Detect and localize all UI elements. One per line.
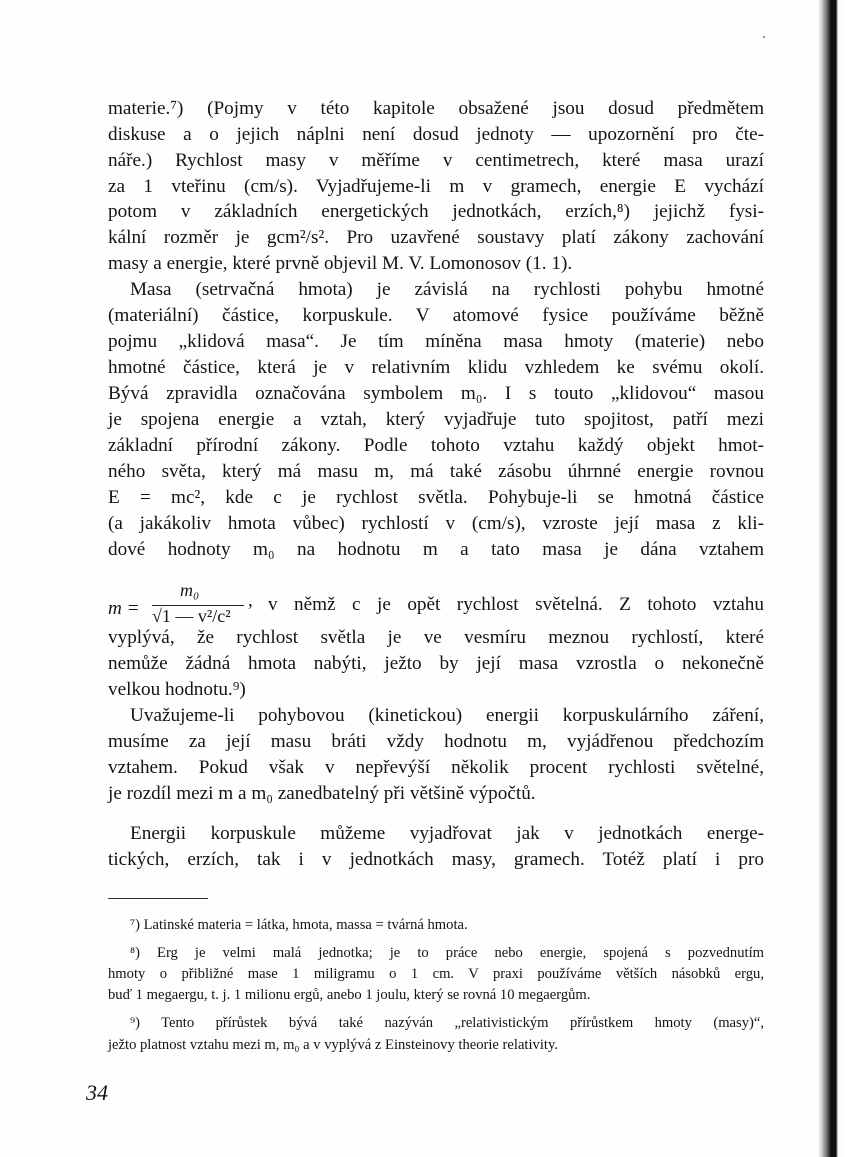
text-line: velkou hodnotu.⁹) — [108, 679, 246, 700]
text-line: je spojena energie a vztah, který vyjadřuje tuto spojitost, patří mezi — [108, 409, 764, 430]
text-line: tických, erzích, tak i v jednotkách masy, gramech. Totéž platí i pro — [108, 849, 764, 870]
footnote-7: ⁷) Latinské materia = látka, hmota, massa = tvárná hmota. — [130, 917, 468, 933]
text-line: Masa (setrvačná hmota) je závislá na rychlosti pohybu hmotné — [130, 279, 764, 300]
text-line: Energii korpuskule můžeme vyjadřovat jak v jednotkách energe- — [130, 823, 764, 844]
text-line: je rozdíl mezi m a m₀ zanedbatelný při většině výpočtů. — [108, 783, 536, 804]
text-line: hmotné částice, která je v relativním klidu vzhledem ke svému okolí. — [108, 357, 764, 378]
text-line: potom v základních energetických jednotkách, erzích,⁸) jejichž fysi- — [108, 201, 764, 222]
footnote-9: ⁹) Tento přírůstek bývá také nazýván „relativistickým přírůstkem hmoty (masy)“, — [130, 1015, 764, 1031]
text-line: v němž c je opět rychlost světelná. Z tohoto vztahu — [268, 594, 764, 615]
text-line: Bývá zpravidla označována symbolem m₀. I s touto „klidovou“ masou — [108, 383, 764, 404]
text-line: (a jakákoliv hmota vůbec) rychlostí v (cm/s), vzroste její masa z kli- — [108, 513, 764, 534]
text-line: masy a energie, které prvně objevil M. V. Lomonosov (1. 1). — [108, 253, 573, 274]
text-line: Uvažujeme-li pohybovou (kinetickou) energii korpuskulárního záření, — [130, 705, 764, 726]
text-line: kální rozměr je gcm²/s². Pro uzavřené soustavy platí zákony zachování — [108, 227, 764, 248]
text-line: E = mc², kde c je rychlost světla. Pohybuje-li se hmotná částice — [108, 487, 764, 508]
text-line: nemůže žádná hmota nabýti, ježto by její masa vzrostla o nekonečně — [108, 653, 764, 674]
text-line: vyplývá, že rychlost světla je ve vesmíru meznou rychlostí, které — [108, 627, 764, 648]
text-line: vztahem. Pokud však v nepřevýší několik procent rychlosti světelné, — [108, 757, 764, 778]
text-line: dové hodnoty m₀ na hodnotu m a tato masa je dána vztahem — [108, 539, 764, 560]
text-line: pojmu „klidová masa“. Je tím míněna masa hmoty (materie) nebo — [108, 331, 764, 352]
text-line: základní přírodní zákony. Podle tohoto vztahu každý objekt hmot- — [108, 435, 764, 456]
footnote-8-line: hmoty o přibližné mase 1 miligramu o 1 cm. V praxi používáme větších násobků ergu, — [108, 966, 764, 982]
formula-numerator: m₀ — [180, 580, 200, 600]
page-number: 34 — [86, 1080, 108, 1105]
formula-comma: , — [248, 590, 253, 611]
text-line: musíme za její masu bráti vždy hodnotu m, vyjádřenou předchozím — [108, 731, 764, 752]
text-line: diskuse a o jejich náplni není dosud jednoty — upozornění pro čte- — [108, 124, 764, 145]
footnote-8: ⁸) Erg je velmi malá jednotka; je to práce nebo energie, spojená s pozvednutím — [130, 945, 764, 961]
text-line: ného světa, který má masu m, má také zásobu úhrnné energie rovnou — [108, 461, 764, 482]
formula-denominator: √1 — v²/c² — [152, 606, 231, 626]
text-line: materie.⁷) (Pojmy v této kapitole obsažené jsou dosud předmětem — [108, 98, 764, 119]
scan-speck — [763, 36, 765, 38]
text-line: (materiální) částice, korpuskule. V atomové fysice používáme běžně — [108, 305, 764, 326]
formula-lhs: m = — [108, 598, 140, 619]
footnote-8-line: buď 1 megaergu, t. j. 1 milionu ergů, anebo 1 joulu, který se rovná 10 megaergům. — [108, 987, 591, 1003]
footnote-rule — [108, 898, 208, 899]
text-line: náře.) Rychlost masy v měříme v centimetrech, které masa urazí — [108, 150, 764, 171]
book-binding-shadow — [818, 0, 847, 1157]
text-line: za 1 vteřinu (cm/s). Vyjadřujeme-li m v gramech, energie E vychází — [108, 176, 764, 197]
footnote-9-line: ježto platnost vztahu mezi m, m₀ a v vyplývá z Einsteinovy theorie relativity. — [108, 1037, 558, 1053]
